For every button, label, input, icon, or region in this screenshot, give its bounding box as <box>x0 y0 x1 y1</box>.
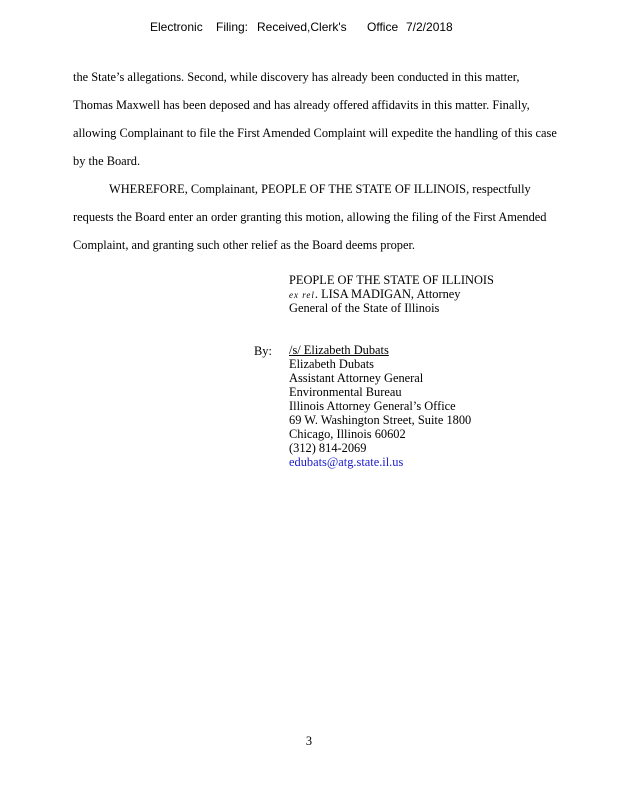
body-line-7: Complaint, and granting such other relief as the Board deems proper. <box>73 238 416 252</box>
party-line-2 <box>289 287 494 301</box>
header-filing: Filing: <box>216 20 249 34</box>
body-line-6: requests the Board enter an order granting this motion, allowing the filing of the First Amended <box>73 210 547 224</box>
party-line-1: PEOPLE OF THE STATE OF ILLINOIS <box>289 273 494 287</box>
signer-bureau: Environmental Bureau <box>289 385 402 399</box>
body-line-4: by the Board. <box>73 154 141 168</box>
address-line-1: 69 W. Washington Street, Suite 1800 <box>289 413 472 427</box>
phone-number: (312) 814-2069 <box>289 441 367 455</box>
body-line-3: allowing Complainant to file the First Amended Complaint will expedite the handling of this case <box>73 126 557 140</box>
header-date: 7/2/2018 <box>406 20 453 34</box>
address-line-2: Chicago, Illinois 60602 <box>289 427 406 441</box>
body-line-1: the State’s allegations. Second, while discovery has already been conducted in this matter, <box>73 70 520 84</box>
body-line-5: WHEREFORE, Complainant, PEOPLE OF THE STATE OF ILLINOIS, respectfully <box>109 182 531 196</box>
signer-name: Elizabeth Dubats <box>289 357 374 371</box>
signature-block <box>289 343 471 469</box>
party-line-3: General of the State of Illinois <box>289 301 440 315</box>
party-line-2-rest: . LISA MADIGAN, Attorney <box>314 287 461 301</box>
signer-office: Illinois Attorney General’s Office <box>289 399 456 413</box>
signature-line: /s/ Elizabeth Dubats <box>289 343 389 357</box>
signer-title: Assistant Attorney General <box>289 371 424 385</box>
header-received: Received,Clerk's <box>257 20 347 34</box>
by-label: By: <box>254 344 272 358</box>
page-number: 3 <box>305 734 313 748</box>
header-electronic: Electronic <box>150 20 203 34</box>
email-link[interactable]: edubats@atg.state.il.us <box>289 455 404 469</box>
ex-rel: ex rel <box>289 290 315 300</box>
party-block <box>289 273 494 315</box>
body-line-2: Thomas Maxwell has been deposed and has already offered affidavits in this matter. Finally, <box>73 98 530 112</box>
header-office: Office <box>367 20 399 34</box>
